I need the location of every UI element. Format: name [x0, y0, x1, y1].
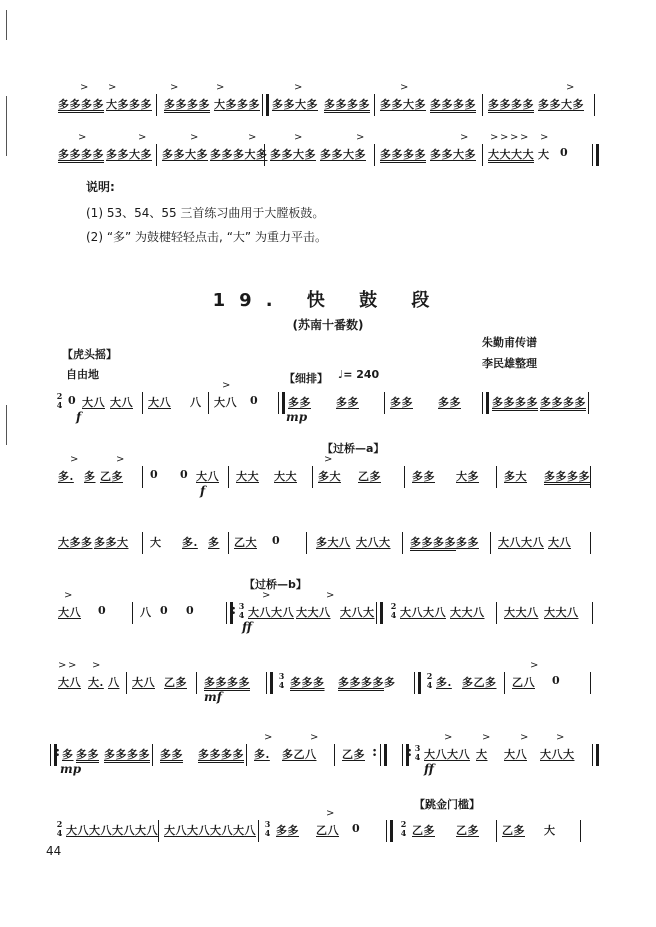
dynamic-marking: ff [424, 762, 434, 776]
accent-mark: > [170, 82, 179, 93]
beat: 大八 [504, 748, 527, 761]
beat: 多多 [438, 396, 461, 409]
score-row-6 [0, 590, 656, 634]
beat: 多多大多 [270, 148, 316, 161]
barline [496, 820, 497, 842]
barline [374, 94, 375, 116]
accent-mark: > [92, 660, 101, 671]
barline [228, 532, 229, 554]
beat: 多. [182, 536, 198, 549]
score-row-7 [0, 660, 656, 704]
beat: 0 [352, 822, 361, 835]
beat: 0 [560, 146, 569, 159]
beat: 0 [552, 674, 561, 687]
beat: 多多大多 [538, 98, 584, 111]
barline [482, 94, 483, 116]
note-line-2: (2) “多” 为鼓楗轻轻点击, “大” 为重力平击。 [86, 230, 327, 244]
beat: 多 [84, 470, 96, 483]
barline [590, 466, 591, 488]
beat: 乙多 [502, 824, 525, 837]
barline [504, 672, 505, 694]
beat: 多. [254, 748, 270, 761]
beat: 多多大多 [380, 98, 426, 111]
beat: 乙多 [358, 470, 381, 483]
barline [196, 672, 197, 694]
accent-mark: > [520, 732, 529, 743]
time-signature: 2 4 [390, 601, 397, 620]
beat: 多多多多 [430, 98, 476, 111]
barline [156, 144, 157, 166]
barline [482, 144, 483, 166]
repeat-start-barline [402, 744, 409, 766]
beat: 大大八 [544, 606, 579, 619]
barline [374, 144, 375, 166]
repeat-start-barline [226, 602, 233, 624]
beat: 大多多多 [106, 98, 152, 111]
beat: 0 [98, 604, 107, 617]
barline [404, 466, 405, 488]
score-row-2 [0, 132, 656, 172]
beat: 大多多多 [214, 98, 260, 111]
beat: 大大八 [504, 606, 539, 619]
dynamic-marking: mf [204, 690, 222, 704]
beat: 大八大八 [400, 606, 446, 619]
credit-arranger: 李民雄整理 [482, 357, 537, 370]
time-signature: 3 4 [264, 819, 271, 838]
beat: 大八 [82, 396, 105, 409]
barline [152, 744, 153, 766]
score-row-3 [0, 380, 656, 424]
beat: 多多 [456, 536, 479, 549]
accent-mark: > [566, 82, 575, 93]
beat: 多. [436, 676, 452, 689]
beat: 大八大八 [164, 824, 210, 837]
beat: 大大八 [296, 606, 331, 619]
beat: 多多多多 [540, 396, 586, 409]
barline [312, 466, 313, 488]
beat: 多多 [288, 396, 311, 409]
time-signature: 2 4 [400, 819, 407, 838]
accent-mark: > [264, 732, 273, 743]
beat: 多大 [504, 470, 527, 483]
beat: 乙大 [234, 536, 257, 549]
accent-mark: > [190, 132, 199, 143]
barline [142, 392, 143, 414]
beat: 多多多多 [58, 148, 104, 161]
accent-mark: > [78, 132, 87, 143]
time-signature: 2 4 [56, 819, 63, 838]
accent-mark: > [490, 132, 499, 143]
beat: 多大 [318, 470, 341, 483]
beat: 多多大多 [106, 148, 152, 161]
beat: 大八 [548, 536, 571, 549]
beat: 多 [208, 536, 220, 549]
accent-mark: > [520, 132, 529, 143]
accent-mark: > [482, 732, 491, 743]
credit-transmitter: 朱勤甫传谱 [482, 336, 537, 349]
section-label: 【过桥—a】 [322, 442, 385, 455]
beat: 0 [250, 394, 259, 407]
beat: 乙多 [342, 748, 365, 761]
beat: 多多多 [290, 676, 325, 689]
beat: 多多多多 [324, 98, 370, 111]
dynamic-marking: mp [60, 762, 82, 776]
beat: 多多 [412, 470, 435, 483]
dynamic-marking: f [200, 484, 206, 498]
beat: 乙多 [412, 824, 435, 837]
beat: 大八大八 [112, 824, 158, 837]
beat: 乙多 [100, 470, 123, 483]
notes-heading: 说明: [86, 180, 115, 194]
beat: 大八 [148, 396, 171, 409]
barline [334, 744, 335, 766]
accent-mark: > [324, 454, 333, 465]
beat: 多多多多 [164, 98, 210, 111]
beat: 多多多多 [204, 676, 250, 689]
beat: 多多多多 [338, 676, 384, 689]
piece-subtitle: (苏南十番数) [292, 318, 364, 332]
beat: 大八大八 [210, 824, 256, 837]
barline [402, 532, 403, 554]
score-row-9 [0, 808, 656, 848]
beat: 大 [476, 748, 488, 761]
beat: 大大 [236, 470, 259, 483]
beat: 多多多多 [492, 396, 538, 409]
double-barline [386, 820, 393, 842]
beat: 大八大八 [248, 606, 294, 619]
accent-mark: > [510, 132, 519, 143]
barline [208, 392, 209, 414]
barline [264, 144, 265, 166]
beat: 大多多 [58, 536, 93, 549]
accent-mark: > [222, 380, 231, 391]
beat: 大八大 [340, 606, 375, 619]
barline [246, 744, 247, 766]
accent-mark: > [500, 132, 509, 143]
beat: 乙多 [456, 824, 479, 837]
accent-mark: > [70, 454, 79, 465]
accent-mark: > [216, 82, 225, 93]
dynamic-marking: f [76, 410, 82, 424]
beat: 大八 [110, 396, 133, 409]
beat: 多 [62, 748, 74, 761]
repeat-end-barline [380, 744, 387, 766]
section-label: 【跳金门槛】 [414, 798, 480, 811]
accent-mark: > [460, 132, 469, 143]
final-barline [592, 144, 599, 166]
dynamic-marking: ff [242, 620, 252, 634]
time-signature: 2 4 [56, 391, 63, 410]
beat: 八 [190, 396, 202, 409]
beat: 大八大八 [498, 536, 544, 549]
barline [158, 820, 159, 842]
beat: 多多 [276, 824, 299, 837]
beat: 多多多大多 [210, 148, 268, 161]
beat: 多 [384, 676, 396, 689]
beat: 大大八 [450, 606, 485, 619]
double-barline [376, 602, 383, 624]
beat: 0 [68, 394, 77, 407]
double-barline [262, 94, 269, 116]
beat: 多多 [76, 748, 99, 761]
time-signature: 3 4 [238, 601, 245, 620]
barline [142, 466, 143, 488]
beat: 多乙八 [282, 748, 317, 761]
beat: 大八 [196, 470, 219, 483]
beat: 多大八 [316, 536, 351, 549]
piece-title: 19. 快 鼓 段 [212, 290, 444, 311]
barline [592, 602, 593, 624]
section-label: 【过桥—b】 [244, 578, 307, 591]
accent-mark: > [138, 132, 147, 143]
tempo-marking: 自由地 [66, 368, 99, 381]
time-signature: 3 4 [414, 743, 421, 762]
beat: 多多大 [94, 536, 129, 549]
barline [496, 602, 497, 624]
beat: 大八 [214, 396, 237, 409]
accent-mark: > [116, 454, 125, 465]
beat: 大八 [58, 676, 81, 689]
beat: 多乙多 [462, 676, 497, 689]
beat: 大大 [274, 470, 297, 483]
barline [580, 820, 581, 842]
beat: 多多 [160, 748, 183, 761]
beat: 大八大 [540, 748, 575, 761]
page-edge-mark [6, 10, 7, 40]
barline [594, 94, 595, 116]
beat: 多多多多 [58, 98, 104, 111]
double-barline [278, 392, 285, 414]
barline [384, 392, 385, 414]
beat: 八 [140, 606, 152, 619]
beat: 多多多多 [544, 470, 590, 483]
accent-mark: > [326, 808, 335, 819]
barline [132, 602, 133, 624]
beat: 多多大多 [162, 148, 208, 161]
beat: 大八大八 [424, 748, 470, 761]
score-row-8 [0, 732, 656, 776]
score-row-4 [0, 454, 656, 498]
score-row-1 [0, 82, 656, 122]
barline [306, 532, 307, 554]
beat: 多多大多 [430, 148, 476, 161]
beat: 乙八 [316, 824, 339, 837]
score-row-5 [0, 520, 656, 560]
beat: 大大大大 [488, 148, 534, 161]
note-line-1: (1) 53、54、55 三首练习曲用于大膛板鼓。 [86, 206, 325, 220]
accent-mark: > [294, 132, 303, 143]
accent-mark: > [310, 732, 319, 743]
accent-mark: > [68, 660, 77, 671]
beat: 0 [186, 604, 195, 617]
section-label: 【细排】 [284, 372, 328, 385]
beat: 八 [108, 676, 120, 689]
time-signature: 3 4 [278, 671, 285, 690]
beat: 多多多多 [410, 536, 456, 549]
accent-mark: > [444, 732, 453, 743]
barline [590, 672, 591, 694]
barline [156, 94, 157, 116]
beat: 大多 [456, 470, 479, 483]
accent-mark: > [262, 590, 271, 601]
double-barline [482, 392, 489, 414]
beat: 多多多多 [198, 748, 244, 761]
accent-mark: > [356, 132, 365, 143]
beat: 多多大多 [320, 148, 366, 161]
accent-mark: > [540, 132, 549, 143]
beat: 大八大八 [66, 824, 112, 837]
accent-mark: > [400, 82, 409, 93]
accent-mark: > [294, 82, 303, 93]
beat: 多多多多 [488, 98, 534, 111]
barline [228, 466, 229, 488]
page-number: 44 [46, 844, 62, 858]
beat: 乙八 [512, 676, 535, 689]
section-label: 【虎头摇】 [62, 348, 117, 361]
accent-mark: > [556, 732, 565, 743]
beat: 多多多多 [380, 148, 426, 161]
barline [588, 392, 589, 414]
beat: 多多多多 [104, 748, 150, 761]
beat: 多多大多 [272, 98, 318, 111]
beat: 大 [538, 148, 550, 161]
dynamic-marking: mp [286, 410, 308, 424]
accent-mark: > [248, 132, 257, 143]
barline [126, 672, 127, 694]
accent-mark: > [80, 82, 89, 93]
barline [496, 466, 497, 488]
beat: 0 [272, 534, 281, 547]
beat: 0 [180, 468, 189, 481]
accent-mark: > [326, 590, 335, 601]
beat: 大八 [132, 676, 155, 689]
barline [142, 532, 143, 554]
double-barline [592, 744, 599, 766]
beat: 0 [150, 468, 159, 481]
metronome-mark: ♩= 240 [338, 368, 380, 381]
barline [590, 532, 591, 554]
time-signature: 2 4 [426, 671, 433, 690]
beat: 大 [150, 536, 162, 549]
beat: 大八 [58, 606, 81, 619]
beat: 多. [58, 470, 74, 483]
accent-mark: > [64, 590, 73, 601]
accent-mark: > [58, 660, 67, 671]
beat: 0 [160, 604, 169, 617]
barline [490, 532, 491, 554]
barline [258, 820, 259, 842]
repeat-start-barline [50, 744, 57, 766]
beat: 多多 [336, 396, 359, 409]
accent-mark: > [530, 660, 539, 671]
double-barline [266, 672, 273, 694]
beat: 大. [88, 676, 104, 689]
double-barline [414, 672, 421, 694]
beat: 大 [544, 824, 556, 837]
beat: 大八大 [356, 536, 391, 549]
beat: 多多 [390, 396, 413, 409]
beat: 乙多 [164, 676, 187, 689]
accent-mark: > [108, 82, 117, 93]
